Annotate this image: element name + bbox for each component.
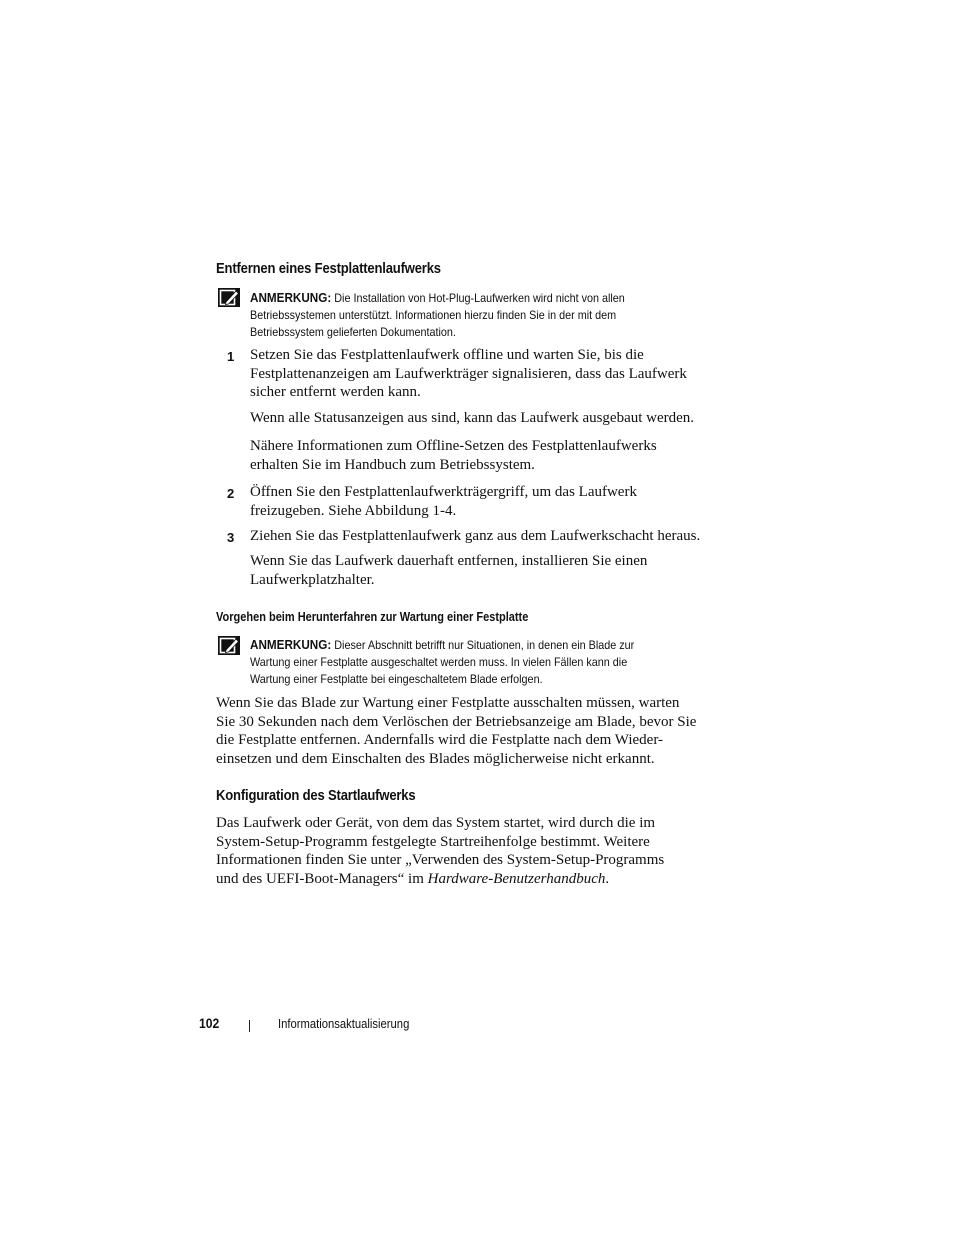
note-text-line: Die Installation von Hot-Plug-Laufwerken wird nicht von allen [334,291,625,305]
book-title-reference: Hardware-Benutzerhandbuch [427,870,606,887]
paragraph-line [216,870,664,889]
step-text [250,346,687,402]
paragraph-text: und des UEFI-Boot-Managers“ im [216,870,428,887]
paragraph-line: die Festplatte entfernen. Andernfalls wird die Festplatte nach dem Wieder- [216,732,664,749]
step-number: 2 [227,486,235,501]
note-text-line: Wartung einer Festplatte bei eingeschaltetem Blade erfolgen. [250,672,543,686]
paragraph-line: Das Laufwerk oder Gerät, von dem das System startet, wird durch die im [216,815,656,831]
note-pencil-icon [218,636,240,655]
footer-section-title: Informationsaktualisierung [278,1017,410,1031]
section-heading-remove-drive: Entfernen eines Festplattenlaufwerks [216,261,441,277]
note-anmerkung-1 [250,289,700,341]
step-number: 1 [227,349,235,364]
boot-paragraph [216,814,664,888]
paragraph-line: Wenn Sie das Blade zur Wartung einer Festplatte ausschalten müssen, warten [216,695,680,711]
note-pencil-icon [218,288,240,307]
shutdown-paragraph [216,694,696,768]
paragraph-line: einsetzen und dem Einschalten des Blades möglicherweise nicht erkannt. [216,750,655,767]
note-text-line: Wartung einer Festplatte ausgeschaltet werden muss. In vielen Fällen kann die [250,655,628,669]
step-text-line: Öffnen Sie den Festplattenlaufwerkträgergriff, um das Laufwerk [250,484,637,500]
note-text-line: Betriebssystem gelieferten Dokumentation. [250,325,456,339]
paragraph-line: Sie 30 Sekunden nach dem Verlöschen der Betriebsanzeige am Blade, bevor Sie [216,713,697,730]
footer-divider [249,1020,250,1032]
step-text [250,527,700,546]
note-text-line: Dieser Abschnitt betrifft nur Situationen, in denen ein Blade zur [334,638,635,652]
note-anmerkung-2 [250,636,700,688]
step-text-line: Wenn Sie das Laufwerk dauerhaft entfernen, installieren Sie einen [250,553,648,569]
paragraph-text: . [605,870,610,887]
page-number: 102 [199,1016,220,1031]
section-heading-boot-drive: Konfiguration des Startlaufwerks [216,788,416,804]
step-text-line: freizugeben. Siehe Abbildung 1-4. [250,502,457,519]
step-text-line: Ziehen Sie das Festplattenlaufwerk ganz aus dem Laufwerkschacht heraus. [250,528,701,544]
step-text-line: sicher entfernt werden kann. [250,384,421,401]
step-subparagraph [250,552,647,589]
step-text-line: erhalten Sie im Handbuch zum Betriebssystem. [250,456,535,473]
section-heading-shutdown: Vorgehen beim Herunterfahren zur Wartung einer Festplatte [216,610,529,624]
step-text-line: Festplattenanzeigen am Laufwerkträger signalisieren, dass das Laufwerk [250,365,687,382]
note-label: ANMERKUNG: [250,290,332,305]
step-subparagraph [250,437,657,474]
step-text-line: Laufwerkplatzhalter. [250,571,375,588]
step-text-line: Nähere Informationen zum Offline-Setzen des Festplattenlaufwerks [250,438,657,454]
paragraph-line: System-Setup-Programm festgelegte Startreihenfolge bestimmt. Weitere [216,833,650,850]
note-text-line: Betriebssystemen unterstützt. Informationen hierzu finden Sie in der mit dem [250,308,617,322]
step-text-line: Wenn alle Statusanzeigen aus sind, kann das Laufwerk ausgebaut werden. [250,410,695,426]
paragraph-line: Informationen finden Sie unter „Verwenden des System-Setup-Programms [216,852,665,869]
step-text [250,483,637,520]
note-label: ANMERKUNG: [250,637,332,652]
step-text-line: Setzen Sie das Festplattenlaufwerk offline und warten Sie, bis die [250,347,644,363]
step-subparagraph [250,409,694,428]
step-number: 3 [227,530,235,545]
